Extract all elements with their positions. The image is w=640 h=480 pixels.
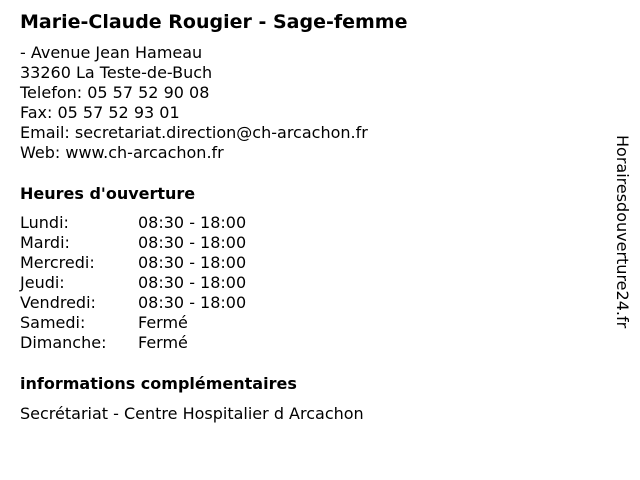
city-address: 33260 La Teste-de-Buch — [20, 63, 213, 82]
hours-time-value: 08:30 - 18:00 — [138, 273, 247, 292]
hours-day-label: Lundi: — [20, 213, 69, 232]
phone-number: Telefon: 05 57 52 90 08 — [20, 83, 210, 102]
hours-time-value: 08:30 - 18:00 — [138, 213, 247, 232]
website-address: Web: www.ch-arcachon.fr — [20, 143, 224, 162]
watermark-text: Horairesdouverture24.fr — [613, 135, 632, 329]
email-address: Email: secretariat.direction@ch-arcachon.fr — [20, 123, 368, 142]
fax-number: Fax: 05 57 52 93 01 — [20, 103, 180, 122]
hours-day-label: Mercredi: — [20, 253, 95, 272]
hours-day-label: Jeudi: — [20, 273, 65, 292]
hours-day-label: Samedi: — [20, 313, 86, 332]
hours-time-value: Fermé — [138, 313, 188, 332]
address-block — [20, 43, 368, 163]
hours-day-label: Vendredi: — [20, 293, 96, 312]
street-address: - Avenue Jean Hameau — [20, 43, 203, 62]
hours-time-value: Fermé — [138, 333, 188, 352]
page-title: Marie-Claude Rougier - Sage-femme — [20, 11, 408, 33]
hours-time-value: 08:30 - 18:00 — [138, 233, 247, 252]
hours-time-value: 08:30 - 18:00 — [138, 253, 247, 272]
additional-info-heading: informations complémentaires — [20, 374, 297, 393]
additional-info-text: Secrétariat - Centre Hospitalier d Arcachon — [20, 404, 364, 423]
site-watermark — [612, 135, 632, 345]
hours-day-label: Mardi: — [20, 233, 70, 252]
hours-day-label: Dimanche: — [20, 333, 107, 352]
hours-time-value: 08:30 - 18:00 — [138, 293, 247, 312]
opening-hours-heading: Heures d'ouverture — [20, 184, 196, 203]
